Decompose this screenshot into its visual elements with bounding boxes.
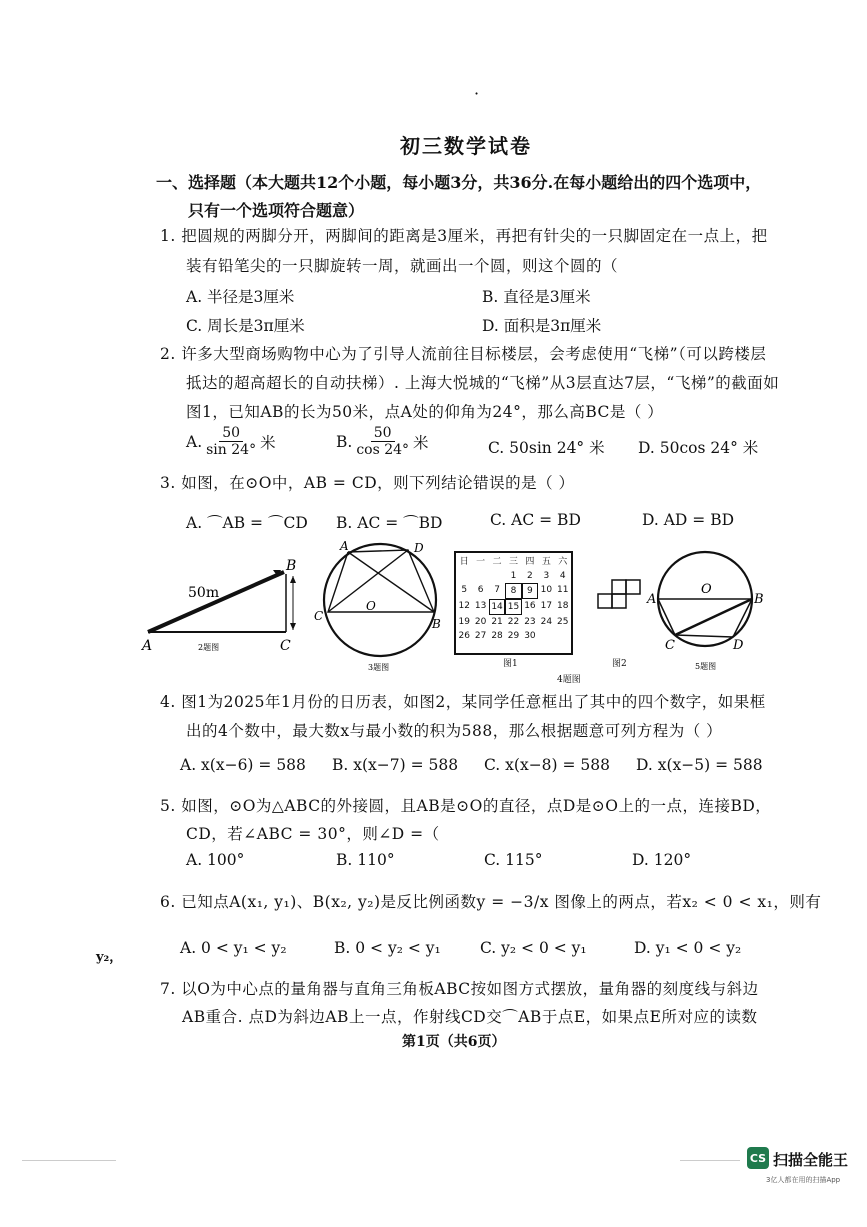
- q2-option-c: C. 50sin 24° 米: [488, 439, 605, 457]
- calendar-cell: 26: [458, 631, 470, 641]
- q5-option-d: D. 120°: [632, 851, 692, 869]
- calendar-cell: 28: [491, 631, 503, 641]
- fig4-caption-2: 图2: [612, 659, 627, 669]
- q3-line1: 3. 如图，在⊙O中，AB = CD，则下列结论错误的是（ ）: [160, 474, 575, 492]
- section-heading-line2: 只有一个选项符合题意）: [188, 201, 365, 220]
- q4-option-d: D. x(x−5) = 588: [636, 756, 763, 774]
- calendar-weekday: 二: [492, 557, 502, 567]
- calendar-cell: [555, 629, 571, 643]
- figure-q4-selection-shape: [594, 578, 644, 618]
- calendar-cell: 13: [474, 601, 487, 611]
- calendar-cell: 27: [474, 631, 487, 641]
- fig2-label-50m: 50m: [188, 585, 220, 601]
- fig3-label-a: A: [340, 540, 349, 553]
- q4-line1: 4. 图1为2025年1月份的日历表，如图2，某同学任意框出了其中的四个数字，如果框: [160, 693, 766, 711]
- calendar-cell: 8: [505, 583, 521, 599]
- calendar-cell: 3: [543, 571, 550, 581]
- fig5-label-a: A: [647, 592, 657, 607]
- camscanner-logo-icon: CS: [747, 1147, 769, 1169]
- q5-option-a: A. 100°: [186, 851, 245, 869]
- q7-line2: AB重合. 点D为斜边AB上一点，作射线CD交⌒AB于点E，如果点E所对应的读数: [182, 1008, 758, 1026]
- calendar-cell: 22: [507, 617, 520, 627]
- calendar-cell: 24: [540, 617, 553, 627]
- q1-option-d: D. 面积是3π厘米: [482, 317, 602, 335]
- q6-option-c: C. y₂ < 0 < y₁: [480, 939, 587, 957]
- fig2-label-b: B: [286, 558, 297, 574]
- calendar-cell: 19: [458, 617, 470, 627]
- q1-line2: 装有铅笔尖的一只脚旋转一周，就画出一个圆，则这个圆的（: [186, 257, 619, 275]
- calendar-weekday: 五: [541, 557, 551, 567]
- calendar-cell: 10: [540, 585, 553, 595]
- calendar-weekday: 日: [459, 557, 469, 567]
- fig5-label-b: B: [754, 592, 764, 607]
- q2-option-b: [336, 425, 429, 458]
- fig4-caption-main: 4题图: [557, 675, 581, 685]
- calendar-cell: 15: [505, 599, 521, 615]
- q3-option-d: D. AD = BD: [642, 511, 735, 529]
- calendar-cell: 16: [524, 601, 536, 611]
- q1-option-c: C. 周长是3π厘米: [186, 317, 305, 335]
- q2-option-b-numerator: 50: [371, 425, 395, 442]
- q2-option-b-label: B.: [336, 432, 353, 451]
- q6-option-d: D. y₁ < 0 < y₂: [634, 939, 742, 957]
- q2-option-b-unit: 米: [413, 433, 429, 452]
- q5-option-c: C. 115°: [484, 851, 543, 869]
- q2-option-a-unit: 米: [260, 433, 276, 452]
- calendar-cell: 21: [491, 617, 503, 627]
- q6-line1: 6. 已知点A(x₁, y₁)、B(x₂, y₂)是反比例函数y = −3/x 图像上的两点，若x₂ < 0 < x₁，则有: [160, 893, 822, 911]
- fig5-label-c: C: [665, 638, 675, 653]
- scan-divider-right: [680, 1160, 740, 1161]
- fig3-label-o: O: [366, 599, 376, 613]
- calendar-weekday: 三: [508, 557, 518, 567]
- q3-option-c: C. AC = BD: [490, 511, 581, 529]
- calendar-cell: 23: [524, 617, 536, 627]
- calendar-cell: 12: [458, 601, 470, 611]
- fig3-label-c: C: [314, 609, 324, 623]
- watermark-name: 扫描全能王: [773, 1151, 849, 1169]
- calendar-weekday: 六: [558, 557, 568, 567]
- q2-option-a-label: A.: [186, 432, 203, 451]
- calendar-cell: 4: [559, 571, 566, 581]
- figure-q5-circle: [645, 545, 775, 675]
- calendar-cell: 17: [540, 601, 553, 611]
- calendar-cell: 2: [527, 571, 533, 581]
- scan-divider-left: [22, 1160, 116, 1161]
- calendar-cell: 29: [507, 631, 520, 641]
- q5-line1: 5. 如图，⊙O为△ABC的外接圆，且AB是⊙O的直径，点D是⊙O上的一点，连接BD，: [160, 797, 772, 815]
- calendar-weekday: 四: [525, 557, 535, 567]
- q2-option-a-fraction: [206, 425, 256, 458]
- figure-q3-circle: [310, 540, 450, 675]
- q7-line1: 7. 以O为中心点的量角器与直角三角板ABC按如图方式摆放，量角器的刻度线与斜边: [160, 980, 759, 998]
- calendar-cell: [456, 569, 472, 583]
- calendar-cell: [489, 569, 505, 583]
- calendar-cell: 7: [494, 585, 500, 595]
- calendar-cell: 11: [557, 585, 569, 595]
- fig4-caption-1: 图1: [503, 659, 518, 669]
- q3-option-b: B. AC = ⌒BD: [336, 514, 443, 532]
- q4-option-c: C. x(x−8) = 588: [484, 756, 611, 774]
- page-title: 初三数学试卷: [400, 134, 532, 158]
- fig3-caption: 3题图: [368, 663, 390, 672]
- section-heading-line1: 一、选择题（本大题共12个小题，每小题3分，共36分.在每小题给出的四个选项中，: [156, 173, 762, 192]
- page-footer: 第1页（共6页）: [402, 1034, 506, 1050]
- q3-option-a: A. ⌒AB = ⌒CD: [186, 514, 308, 532]
- calendar-cell: 14: [489, 599, 505, 615]
- calendar-cell: 9: [522, 583, 538, 599]
- calendar-cell: 30: [524, 631, 536, 641]
- q6-option-a: A. 0 < y₁ < y₂: [180, 939, 287, 957]
- q2-option-b-fraction: [356, 425, 409, 458]
- q6-margin-note: y₂，: [96, 950, 123, 965]
- calendar-cell: [538, 629, 554, 643]
- calendar-weekday: 一: [476, 557, 486, 567]
- q1-option-a: A. 半径是3厘米: [186, 288, 295, 306]
- watermark-subtitle: 3亿人都在用的扫描App: [766, 1176, 841, 1184]
- fig5-label-d: D: [733, 638, 744, 653]
- q4-line2: 出的4个数中，最大数x与最小数的积为588，那么根据题意可列方程为（ ）: [186, 722, 723, 740]
- q5-option-b: B. 110°: [336, 851, 395, 869]
- q2-line1: 2. 许多大型商场购物中心为了引导人流前往目标楼层，会考虑使用“飞梯”（可以跨楼层: [160, 345, 767, 363]
- calendar-cell: 5: [461, 585, 468, 595]
- figure-q2-slope: [138, 552, 308, 662]
- q4-option-a: A. x(x−6) = 588: [180, 756, 306, 774]
- fig5-label-o: O: [701, 582, 712, 597]
- fig2-caption: 2题图: [198, 643, 220, 652]
- calendar-cell: [472, 569, 488, 583]
- q4-option-b: B. x(x−7) = 588: [332, 756, 459, 774]
- calendar-cell: 1: [510, 571, 517, 581]
- fig2-label-a: A: [142, 638, 153, 654]
- q2-line2: 抵达的超高超长的自动扶梯）. 上海大悦城的“飞梯”从3层直达7层，“飞梯”的截面如: [186, 374, 780, 392]
- q2-option-b-denominator: cos 24°: [356, 442, 410, 458]
- q1-option-b: B. 直径是3厘米: [482, 288, 591, 306]
- q2-option-a-denominator: sin 24°: [206, 442, 257, 458]
- header-dot: ·: [474, 84, 480, 103]
- fig3-label-b: B: [432, 617, 441, 631]
- q2-option-a: [186, 425, 276, 458]
- fig5-caption: 5题图: [695, 662, 717, 671]
- fig3-label-d: D: [414, 541, 424, 555]
- figure-q4-calendar: [454, 551, 573, 655]
- calendar-cell: 20: [474, 617, 487, 627]
- calendar-cell: 25: [557, 617, 569, 627]
- q6-option-b: B. 0 < y₂ < y₁: [334, 939, 441, 957]
- q2-option-a-numerator: 50: [219, 425, 243, 442]
- fig2-label-c: C: [280, 638, 291, 654]
- q1-line1: 1. 把圆规的两脚分开，两脚间的距离是3厘米，再把有针尖的一只脚固定在一点上，把: [160, 227, 768, 245]
- calendar-cell: 18: [557, 601, 569, 611]
- calendar-cell: 6: [477, 585, 484, 595]
- q2-option-d: D. 50cos 24° 米: [638, 439, 759, 457]
- q2-line3: 图1，已知AB的长为50米，点A处的仰角为24°，那么高BC是（ ）: [186, 403, 664, 421]
- q5-line2: CD，若∠ABC = 30°，则∠D =（: [186, 825, 440, 843]
